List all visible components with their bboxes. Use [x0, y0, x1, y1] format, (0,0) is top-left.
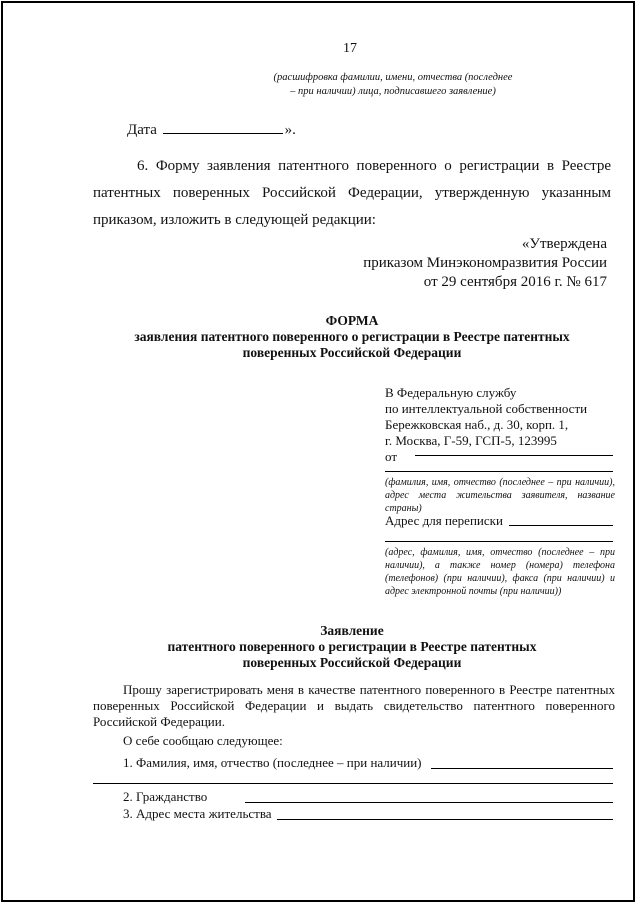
applicant-note: (фамилия, имя, отчество (последнее – при наличии), адрес места жительства заявителя, название страны)	[385, 477, 615, 514]
form-title-line-1: ФОРМА	[325, 313, 379, 328]
statement-title	[93, 623, 611, 671]
date-field[interactable]	[163, 121, 283, 134]
approval-line-3: от 29 сентября 2016 г. № 617	[423, 274, 607, 290]
signature-note: (расшифровка фамилии, имени, отчества (последнее – при наличии) лица, подписавшего заявление)	[273, 72, 513, 97]
item-6-paragraph: 6. Форму заявления патентного поверенного о регистрации в Реестре патентных поверенных Российской Федерации, утвержденную указанным приказом, изложить в следующей редакции:	[93, 158, 611, 228]
date-suffix: ».	[284, 122, 296, 138]
addressee-block	[385, 385, 615, 465]
page-number: 17	[343, 41, 357, 56]
form-title	[93, 313, 611, 361]
correspondence-field-line-1[interactable]	[509, 525, 613, 526]
from-field-line[interactable]	[415, 455, 613, 456]
field-3-label: 3. Адрес места жительства	[123, 806, 272, 821]
addressee-line-2: по интеллектуальной собственности	[385, 401, 588, 416]
correspondence-label: Адрес для переписки	[385, 513, 503, 528]
field-2-label: 2. Гражданство	[123, 789, 208, 804]
approval-line-2: приказом Минэкономразвития России	[363, 255, 607, 271]
approval-line-1: «Утверждена	[521, 236, 607, 252]
field-1-line-continued[interactable]	[93, 783, 613, 784]
addressee-line-4: г. Москва, Г-59, ГСП-5, 123995	[385, 433, 557, 448]
request-paragraph: Прошу зарегистрировать меня в качестве патентного поверенного в Реестре патентных поверенных Российской Федерации и выдать свидетельство патентного поверенного Российской Федерации.	[93, 682, 615, 729]
statement-title-line-3: поверенных Российской Федерации	[242, 655, 462, 670]
addressee-line-3: Бережковская наб., д. 30, корп. 1,	[385, 417, 569, 432]
correspondence-note: (адрес, фамилия, имя, отчество (последнее – при наличии), а также номер (номера) телефона (телефонов) (при наличии), факса (при наличии) и адрес электронной почты (при наличии))	[385, 547, 615, 597]
field-1-line[interactable]	[431, 768, 613, 769]
applicant-field-line[interactable]	[385, 471, 613, 472]
date-line	[127, 121, 296, 139]
field-2-line[interactable]	[245, 802, 613, 803]
date-label: Дата	[127, 122, 157, 138]
statement-title-line-1: Заявление	[320, 623, 384, 638]
approval-block	[363, 235, 607, 292]
document-page	[1, 1, 635, 902]
from-label: от	[385, 449, 398, 464]
addressee-line-1: В Федеральную службу	[385, 385, 517, 400]
field-1-label: 1. Фамилия, имя, отчество (последнее – при наличии)	[123, 755, 422, 770]
correspondence-field-line-2[interactable]	[385, 541, 613, 542]
field-3-line[interactable]	[277, 819, 613, 820]
about-text: О себе сообщаю следующее:	[123, 733, 283, 748]
form-title-line-2: заявления патентного поверенного о регистрации в Реестре патентных	[134, 329, 570, 344]
statement-title-line-2: патентного поверенного о регистрации в Реестре патентных	[167, 639, 537, 654]
form-title-line-3: поверенных Российской Федерации	[242, 345, 462, 360]
